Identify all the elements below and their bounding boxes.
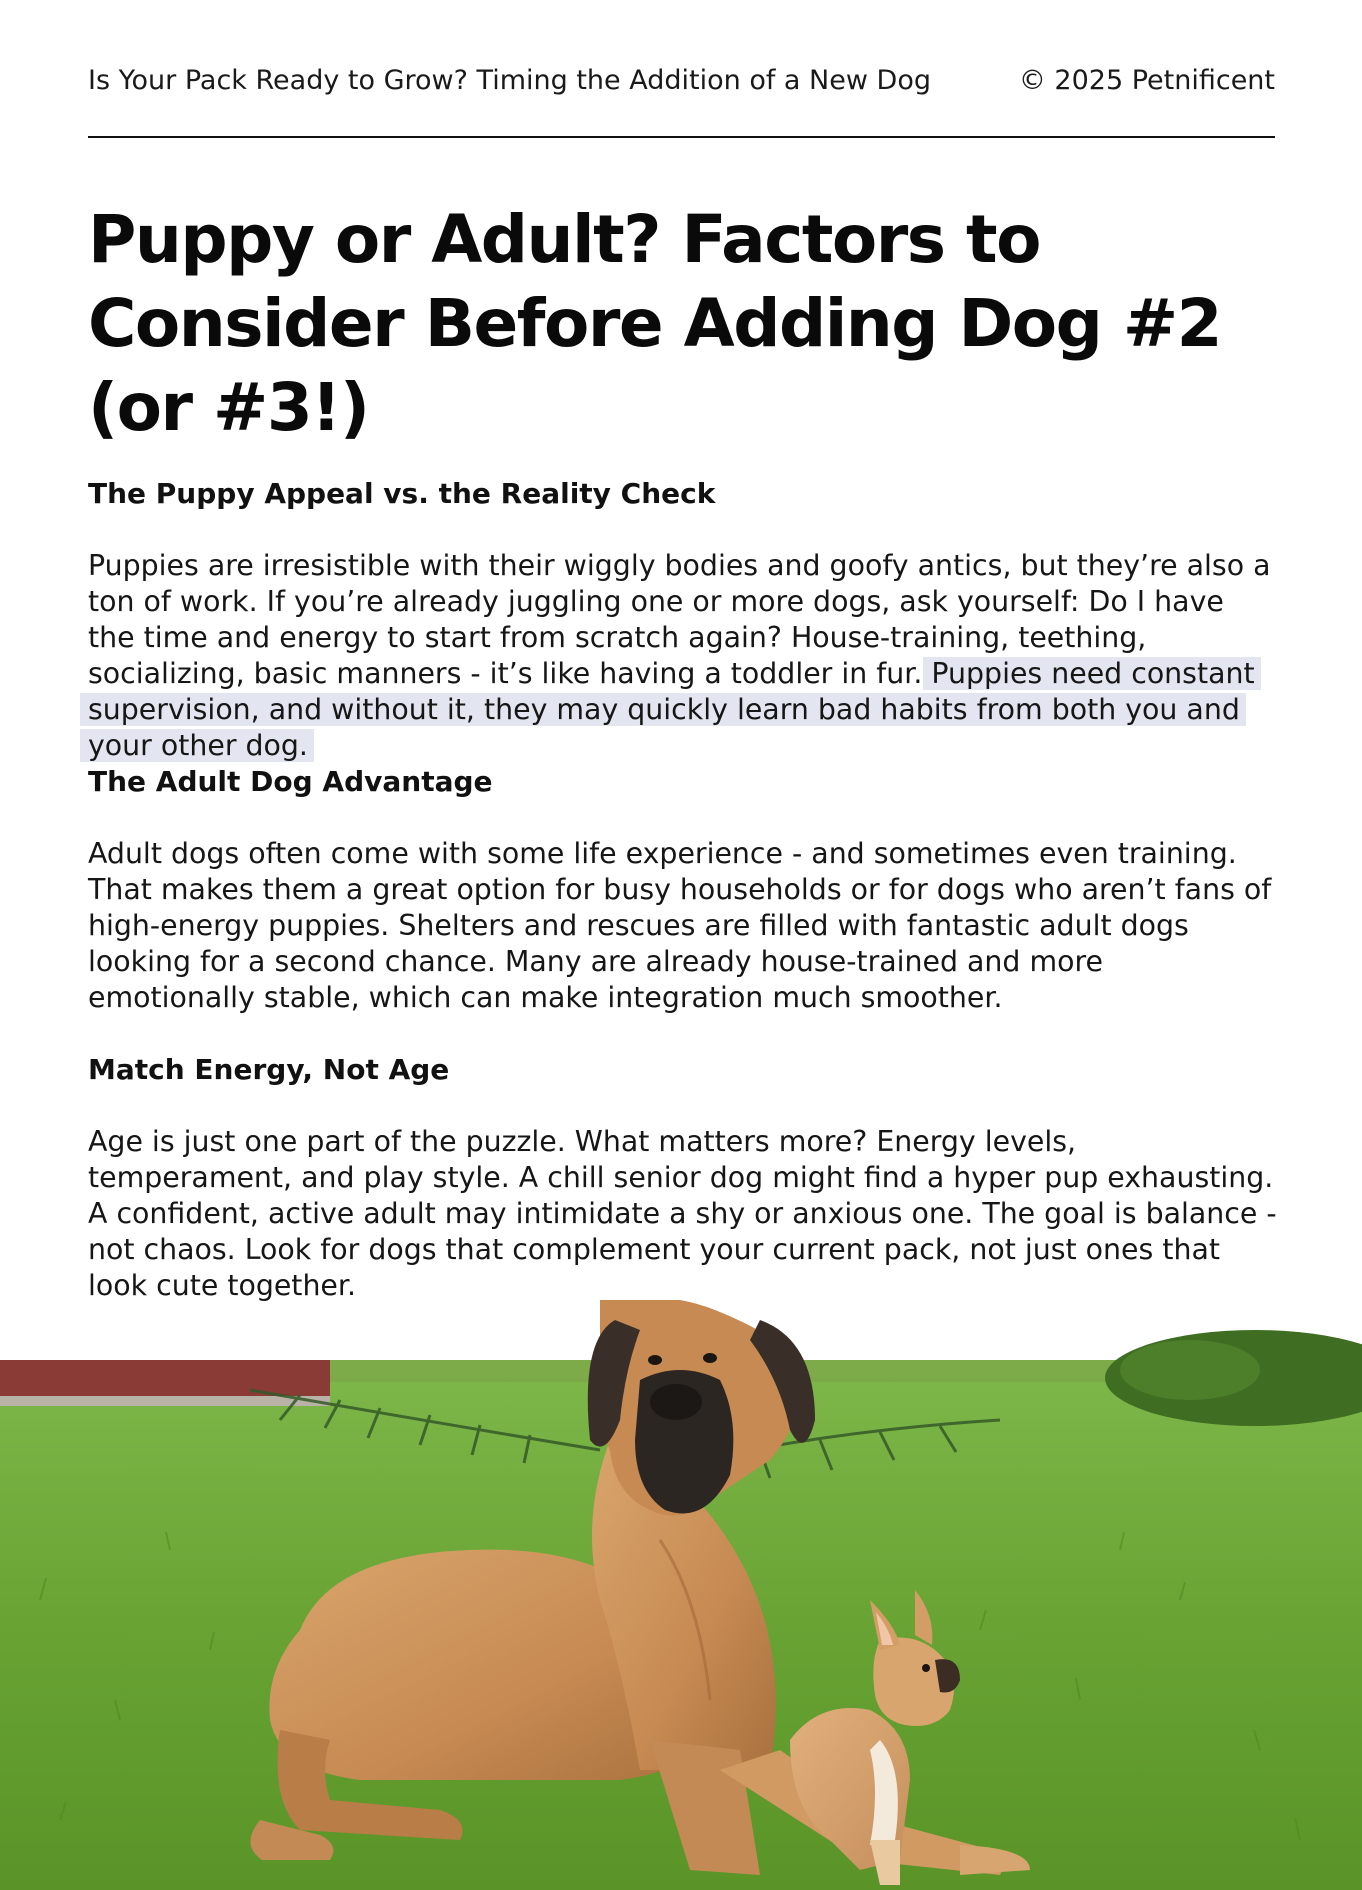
- section-body-match-energy: Age is just one part of the puzzle. What matters more? Energy levels, temperament, and play style. A chill senior dog might find a hyper pup exhausting. A confident, active adult may intimidate a shy or anxious one. The goal is balance - not chaos. Look for dogs that complement your current pack, not just ones that look cute together.: [88, 1125, 1277, 1302]
- running-title: Is Your Pack Ready to Grow? Timing the Addition of a New Dog: [88, 64, 931, 96]
- running-header: [88, 62, 1275, 98]
- header-divider: [88, 136, 1275, 138]
- section-body-adult-advantage: Adult dogs often come with some life experience - and sometimes even training. That makes them a great option for busy households or for dogs who aren’t fans of high-energy puppies. Shelters and rescues are filled with fantastic adult dogs looking for a second chance. Many are already house-trained and more emotionally stable, which can make integration much smoother.: [88, 837, 1272, 1014]
- copyright-notice: © 2025 Petnificent: [1018, 64, 1275, 96]
- red-wall: [0, 1360, 330, 1398]
- section-heading-puppy-appeal: The Puppy Appeal vs. the Reality Check: [88, 477, 716, 510]
- article-title: Puppy or Adult? Factors to Consider Before Adding Dog #2 (or #3!): [88, 201, 1222, 446]
- highlighted-text[interactable]: Puppies need constant supervision, and without it, they may quickly learn bad habits from both you and your other dog.: [88, 657, 1255, 762]
- section-heading-match-energy: Match Energy, Not Age: [88, 1053, 450, 1086]
- dogs-photo: [0, 1300, 1362, 1890]
- dogs-illustration: [0, 1300, 1362, 1890]
- section-heading-adult-advantage: The Adult Dog Advantage: [88, 765, 493, 798]
- section-body-puppy-appeal: [88, 548, 1278, 764]
- paragraph-text: Puppies are irresistible with their wiggly bodies and goofy antics, but they’re also a ton of work. If you’re already juggling one or more dogs, ask yourself: Do I have the time and energy to start from scratch again? House-training, teething, socializing, basic manners - it’s like having a toddler in fur.: [88, 549, 1271, 690]
- path-strip: [0, 1396, 330, 1406]
